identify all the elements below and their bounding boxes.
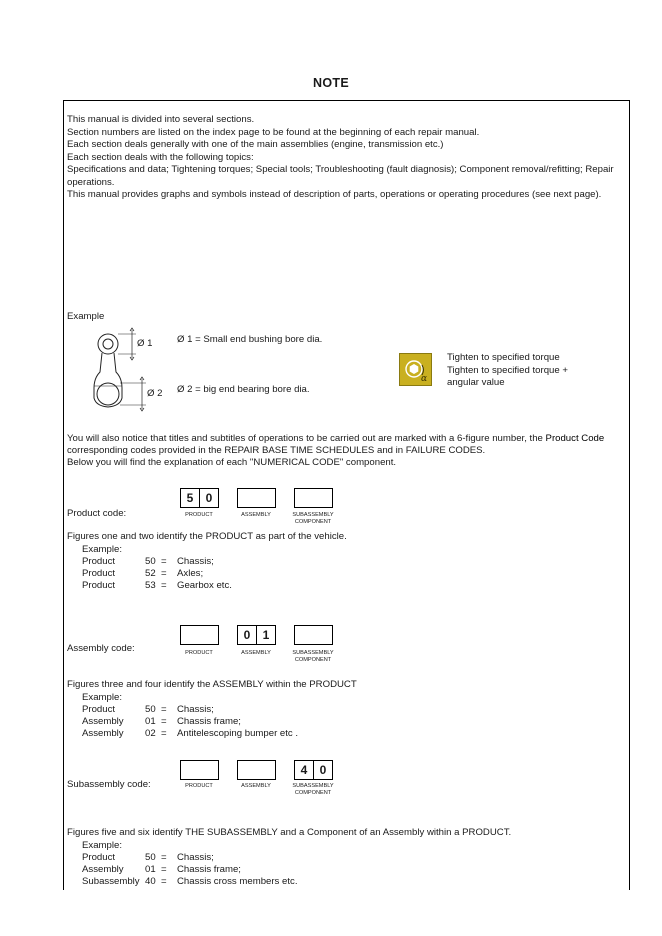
torque-angle-line: Tighten to specified torque +: [447, 365, 568, 376]
product-code-label: Product code:: [67, 508, 127, 519]
example-heading: Example:: [82, 544, 122, 555]
table-row-value: Gearbox etc.: [177, 580, 232, 591]
table-row-eq: =: [161, 704, 167, 715]
intro-paragraph: [67, 114, 614, 202]
table-row-code: 40: [145, 876, 156, 887]
explanation-line-3: Below you will find the explanation of each "NUMERICAL CODE" component.: [67, 457, 397, 468]
intro-line: Section numbers are listed on the index page to be found at the beginning of each repair manual.: [67, 126, 480, 138]
table-row-eq: =: [161, 864, 167, 875]
assembly-caption: ASSEMBLY: [241, 783, 271, 789]
top-rule: [64, 100, 630, 101]
product-digit-box: [180, 760, 219, 780]
table-row-name: Assembly: [82, 716, 124, 727]
assembly-caption: ASSEMBLY: [241, 512, 271, 518]
table-row-name: Product: [82, 556, 116, 567]
product-digit-box: [180, 488, 219, 508]
table-row-value: Chassis frame;: [177, 716, 241, 727]
product-digit-box: [180, 625, 219, 645]
product-code-emphasis: Product Code: [545, 433, 605, 444]
diameter-2-label: Ø 2: [147, 388, 163, 399]
table-row-eq: =: [161, 568, 167, 579]
table-row-value: Chassis;: [177, 704, 214, 715]
subassembly-digit-box: [294, 760, 333, 780]
subassembly-caption: SUBASSEMBLY COMPONENT: [292, 650, 334, 663]
subassembly-code-label: Subassembly code:: [67, 779, 151, 790]
torque-line: Tighten to specified torque: [447, 352, 560, 363]
product-code-description: Figures one and two identify the PRODUCT as part of the vehicle.: [67, 531, 347, 542]
table-row-value: Chassis;: [177, 556, 214, 567]
assembly-digit-box: [237, 488, 276, 508]
table-row-eq: =: [161, 728, 167, 739]
table-row-name: Assembly: [82, 728, 124, 739]
table-row-code: 01: [145, 716, 156, 727]
svg-text:α: α: [421, 374, 428, 384]
subassembly-caption: SUBASSEMBLY COMPONENT: [292, 512, 334, 525]
table-row-eq: =: [161, 556, 167, 567]
table-row-code: 50: [145, 852, 156, 863]
table-row-code: 50: [145, 704, 156, 715]
diameter-1-label: Ø 1: [137, 338, 153, 349]
diameter-1-description: Ø 1 = Small end bushing bore dia.: [177, 334, 323, 345]
left-rule: [63, 100, 64, 890]
torque-wrench-angle-icon: [399, 353, 432, 386]
example-heading: Example:: [82, 692, 122, 703]
right-rule: [629, 100, 630, 890]
table-row-eq: =: [161, 580, 167, 591]
table-row-value: Chassis;: [177, 852, 214, 863]
table-row-name: Assembly: [82, 864, 124, 875]
table-row-value: Antitelescoping bumper etc .: [177, 728, 299, 739]
table-row-name: Product: [82, 568, 116, 579]
table-row-eq: =: [161, 876, 167, 887]
connecting-rod-drawing: [86, 326, 176, 412]
intro-line: This manual provides graphs and symbols instead of description of parts, operations or operating procedures (see next page).: [67, 189, 602, 200]
assembly-digit-box: [237, 625, 276, 645]
example-label: Example: [67, 311, 105, 322]
assembly-caption: ASSEMBLY: [241, 650, 271, 656]
intro-line: operations.: [67, 176, 115, 188]
table-row-code: 50: [145, 556, 156, 567]
table-row-code: 01: [145, 864, 156, 875]
code-digit: 0: [243, 628, 251, 642]
table-row-value: Chassis frame;: [177, 864, 241, 875]
table-row-code: 53: [145, 580, 156, 591]
explanation-line-1: [67, 433, 628, 446]
intro-line: Each section deals generally with one of the main assemblies (engine, transmission etc.): [67, 139, 444, 150]
assembly-code-description: Figures three and four identify the ASSEMBLY within the PRODUCT: [67, 679, 357, 690]
table-row-eq: =: [161, 716, 167, 727]
code-digit: 1: [256, 626, 275, 644]
explanation-text: You will also notice that titles and subtitles of operations to be carried out are marked with a 6-figure number, the: [67, 433, 546, 444]
table-row-code: 02: [145, 728, 156, 739]
table-row-name: Product: [82, 852, 116, 863]
table-row-name: Product: [82, 704, 116, 715]
example-heading: Example:: [82, 840, 122, 851]
table-row-value: Axles;: [177, 568, 204, 579]
torque-angle-line-cont: angular value: [447, 377, 505, 388]
table-row-name: Product: [82, 580, 116, 591]
assembly-digit-box: [237, 760, 276, 780]
product-caption: PRODUCT: [185, 650, 213, 656]
diameter-2-description: Ø 2 = big end bearing bore dia.: [177, 384, 310, 395]
explanation-line-2: corresponding codes provided in the REPAIR BASE TIME SCHEDULES and in FAILURE CODES.: [67, 445, 486, 456]
intro-line: This manual is divided into several sections.: [67, 114, 255, 125]
code-digit: 5: [186, 491, 194, 505]
table-row-code: 52: [145, 568, 156, 579]
intro-line: Specifications and data; Tightening torques; Special tools; Troubleshooting (fault diagnosis); Component removal/refitting; Repair: [67, 164, 614, 175]
code-digit: 0: [199, 489, 218, 507]
table-row-name: Subassembly: [82, 876, 140, 887]
subassembly-code-description: Figures five and six identify THE SUBASSEMBLY and a Component of an Assembly within a PRODUCT.: [67, 827, 512, 838]
code-digit: 4: [300, 763, 308, 777]
page-title: NOTE: [313, 76, 349, 90]
product-caption: PRODUCT: [185, 783, 213, 789]
code-digit: 0: [313, 761, 332, 779]
assembly-code-label: Assembly code:: [67, 643, 135, 654]
table-row-eq: =: [161, 852, 167, 863]
table-row-value: Chassis cross members etc.: [177, 876, 298, 887]
subassembly-caption: SUBASSEMBLY COMPONENT: [292, 783, 334, 796]
subassembly-digit-box: [294, 625, 333, 645]
intro-line: Each section deals with the following topics:: [67, 151, 254, 163]
subassembly-digit-box: [294, 488, 333, 508]
product-caption: PRODUCT: [185, 512, 213, 518]
